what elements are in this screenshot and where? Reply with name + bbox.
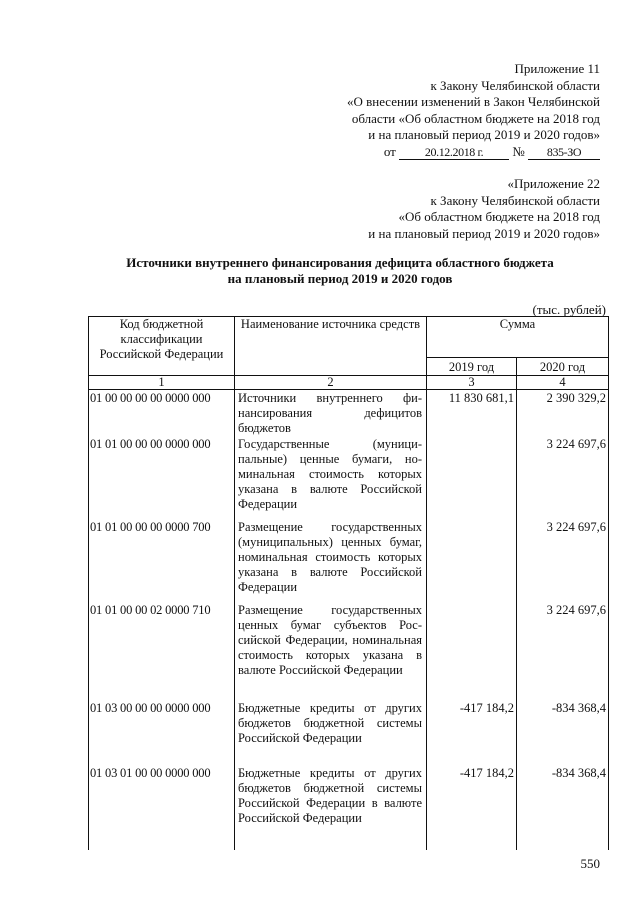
- appendix-law-title-line3: и на плановый период 2019 и 2020 годов»: [368, 127, 600, 142]
- column-number-2: 2: [235, 376, 427, 390]
- column-number-3: 3: [427, 376, 517, 390]
- table-row: [89, 519, 609, 602]
- original-law-title-line2: и на плановый период 2019 и 2020 годов»: [368, 225, 600, 241]
- row-name: Источники внутреннего финансирования дефицитов бюджетов: [235, 390, 427, 437]
- number-prefix: №: [512, 143, 525, 159]
- original-appendix-header: [368, 176, 600, 242]
- header-2020: 2020 год: [517, 358, 609, 376]
- row-amount-2020: 3 224 697,6: [517, 602, 609, 700]
- column-number-4: 4: [517, 376, 609, 390]
- row-amount-2020: -834 368,4: [517, 700, 609, 765]
- appendix-number: Приложение 11: [514, 61, 600, 76]
- row-name: Размещение государственных ценных бумаг субъектов Российской Федерации, номинальная стоимость которых указана в валюте Российской Федерации: [235, 602, 427, 700]
- date-prefix: от: [383, 143, 396, 159]
- row-amount-2020: 3 224 697,6: [517, 519, 609, 602]
- row-amount-2020: 2 390 329,2: [517, 390, 609, 437]
- header-name: Наименование источника средств: [235, 317, 427, 376]
- row-code: 01 00 00 00 00 0000 000: [89, 390, 235, 437]
- row-code: 01 01 00 00 02 0000 710: [89, 602, 235, 700]
- financing-sources-table: [88, 316, 609, 850]
- row-amount-2019: -417 184,2: [427, 765, 517, 850]
- table-row: [89, 436, 609, 519]
- number-value: 835-ЗО: [528, 146, 600, 160]
- row-code: 01 03 00 00 00 0000 000: [89, 700, 235, 765]
- table-row: [89, 765, 609, 850]
- original-appendix-number: «Приложение 22: [507, 176, 600, 191]
- title-line2: на плановый период 2019 и 2020 годов: [227, 271, 453, 286]
- original-law-title-line1: «Об областном бюджете на 2018 год: [398, 209, 600, 224]
- header-2019: 2019 год: [427, 358, 517, 376]
- column-number-1: 1: [89, 376, 235, 390]
- row-name: Государственные (муниципальные) ценные бумаги, номинальная стоимость которых указана в валюте Российской Федерации: [235, 436, 427, 519]
- row-amount-2019: [427, 436, 517, 519]
- row-amount-2019: [427, 602, 517, 700]
- row-name: Бюджетные кредиты от других бюджетов бюджетной системы Российской Федерации в валюте Российской Федерации: [235, 765, 427, 850]
- row-code: 01 01 00 00 00 0000 700: [89, 519, 235, 602]
- row-amount-2020: -834 368,4: [517, 765, 609, 850]
- document-title: [80, 255, 600, 287]
- appendix-law-title-line1: «О внесении изменений в Закон Челябинской: [346, 94, 600, 109]
- appendix-header: [347, 61, 600, 160]
- header-sum: Сумма: [427, 317, 609, 358]
- table-row: [89, 602, 609, 700]
- header-code: Код бюджетной классификации Российской Федерации: [89, 317, 235, 376]
- row-amount-2020: 3 224 697,6: [517, 436, 609, 519]
- row-code: 01 03 01 00 00 0000 000: [89, 765, 235, 850]
- appendix-date-line: [347, 144, 600, 161]
- row-code: 01 01 00 00 00 0000 000: [89, 436, 235, 519]
- table-row: [89, 390, 609, 437]
- row-name: Бюджетные кредиты от других бюджетов бюджетной системы Российской Федерации: [235, 700, 427, 765]
- original-law-ref: к Закону Челябинской области: [430, 192, 600, 208]
- title-line1: Источники внутреннего финансирования дефицита областного бюджета: [126, 255, 554, 270]
- row-amount-2019: 11 830 681,1: [427, 390, 517, 437]
- date-value: 20.12.2018 г.: [399, 146, 509, 160]
- appendix-law-ref: к Закону Челябинской области: [430, 77, 600, 93]
- page-number: 550: [580, 856, 600, 871]
- appendix-law-title-line2: области «Об областном бюджете на 2018 год: [351, 110, 600, 126]
- table-row: [89, 700, 609, 765]
- row-name: Размещение государственных (муниципальных) ценных бумаг, номинальная стоимость которых указана в валюте Российской Федерации: [235, 519, 427, 602]
- row-amount-2019: [427, 519, 517, 602]
- units-label: (тыс. рублей): [532, 302, 606, 317]
- row-amount-2019: -417 184,2: [427, 700, 517, 765]
